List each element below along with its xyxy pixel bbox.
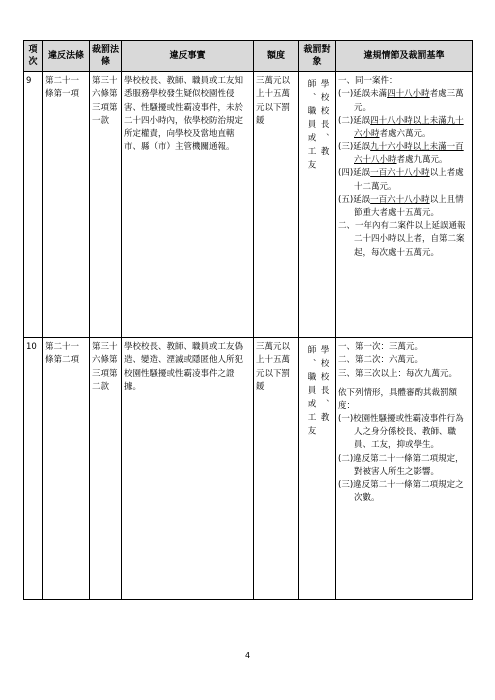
- row-fact: 學校校長、教師、職員或工友知悉服務學校發生疑似校園性侵害、性騷擾或性霸凌事件，未於二十四小時內，依學校防治規定所定權責，向學校及當地直轄市、縣（市）主管機關通報。: [122, 72, 254, 338]
- header-row: [24, 41, 473, 72]
- row-amount: 三萬元以上十五萬元以下罰鍰: [254, 72, 299, 338]
- page-number: 4: [244, 651, 251, 660]
- header-criteria: 違規情節及裁罰基準: [336, 41, 473, 72]
- criteria-item: (二)延誤四十八小時以上未滿九十六小時者處六萬元。: [338, 115, 464, 139]
- header-item: 項次: [24, 41, 43, 72]
- row-target-cell: [299, 72, 336, 338]
- row-target-cell: [299, 338, 336, 600]
- header-penalty-law: 裁罰法條: [90, 41, 122, 72]
- header-target: 裁罰對象: [299, 41, 336, 72]
- criteria-intro: 一、同一案件：: [338, 76, 398, 87]
- criteria-item: (二)違反第二十一條第二項規定，對被害人所生之影響。: [338, 453, 464, 477]
- criteria-item: (三)延誤九十六小時以上未滿一百六十八小時者處九萬元。: [338, 142, 464, 166]
- table-row: [24, 338, 473, 600]
- row-target: 學校校長、教師、職員或工友: [306, 345, 330, 440]
- criteria-line: 二、第二次：六萬元。: [338, 355, 424, 366]
- table-row: [24, 72, 473, 338]
- header-fact: 違反事實: [122, 41, 254, 72]
- row-target: 學校校長、教師、職員或工友: [306, 79, 330, 174]
- header-law: 違反法條: [43, 41, 90, 72]
- row-criteria: [336, 72, 473, 338]
- row-criteria: [336, 338, 473, 600]
- row-number: 10: [24, 338, 43, 600]
- row-amount: 三萬元以上十五萬元以下罰鍰: [254, 338, 299, 600]
- criteria-note: 依下列情形，具體審酌其裁罰額度：: [338, 387, 458, 411]
- criteria-item: (一)延誤未滿四十八小時者處三萬元。: [338, 89, 464, 113]
- row-penalty-law: 第三十六條第三項第一款: [90, 72, 122, 338]
- criteria-line: 三、第三次以上：每次九萬元。: [338, 368, 458, 379]
- criteria-item: (一)校園性騷擾或性霸凌事件行為人之身分係校長、教師、職員、工友，抑或學生。: [338, 414, 464, 451]
- criteria-item: (五)延誤一百六十八小時以上且情節重大者處十五萬元。: [338, 194, 464, 218]
- criteria-item: (四)延誤一百六十八小時以上者處十二萬元。: [338, 168, 464, 192]
- row-law: 第二十一條第一項: [43, 72, 90, 338]
- row-fact: 學校校長、教師、職員或工友偽造、變造、湮滅或隱匿他人所犯校園性騷擾或性霸凌事件之證據。: [122, 338, 254, 600]
- row-number: 9: [24, 72, 43, 338]
- row-penalty-law: 第三十六條第三項第二款: [90, 338, 122, 600]
- criteria-second: 二、一年內有二案件以上延誤通報二十四小時以上者，自第二案起，每次處十五萬元。: [338, 221, 466, 258]
- criteria-item: (三)違反第二十一條第二項規定之次數。: [338, 480, 464, 504]
- header-amount: 額度: [254, 41, 299, 72]
- criteria-line: 一、第一次：三萬元。: [338, 342, 424, 353]
- row-law: 第二十一條第二項: [43, 338, 90, 600]
- penalty-table: [23, 40, 473, 600]
